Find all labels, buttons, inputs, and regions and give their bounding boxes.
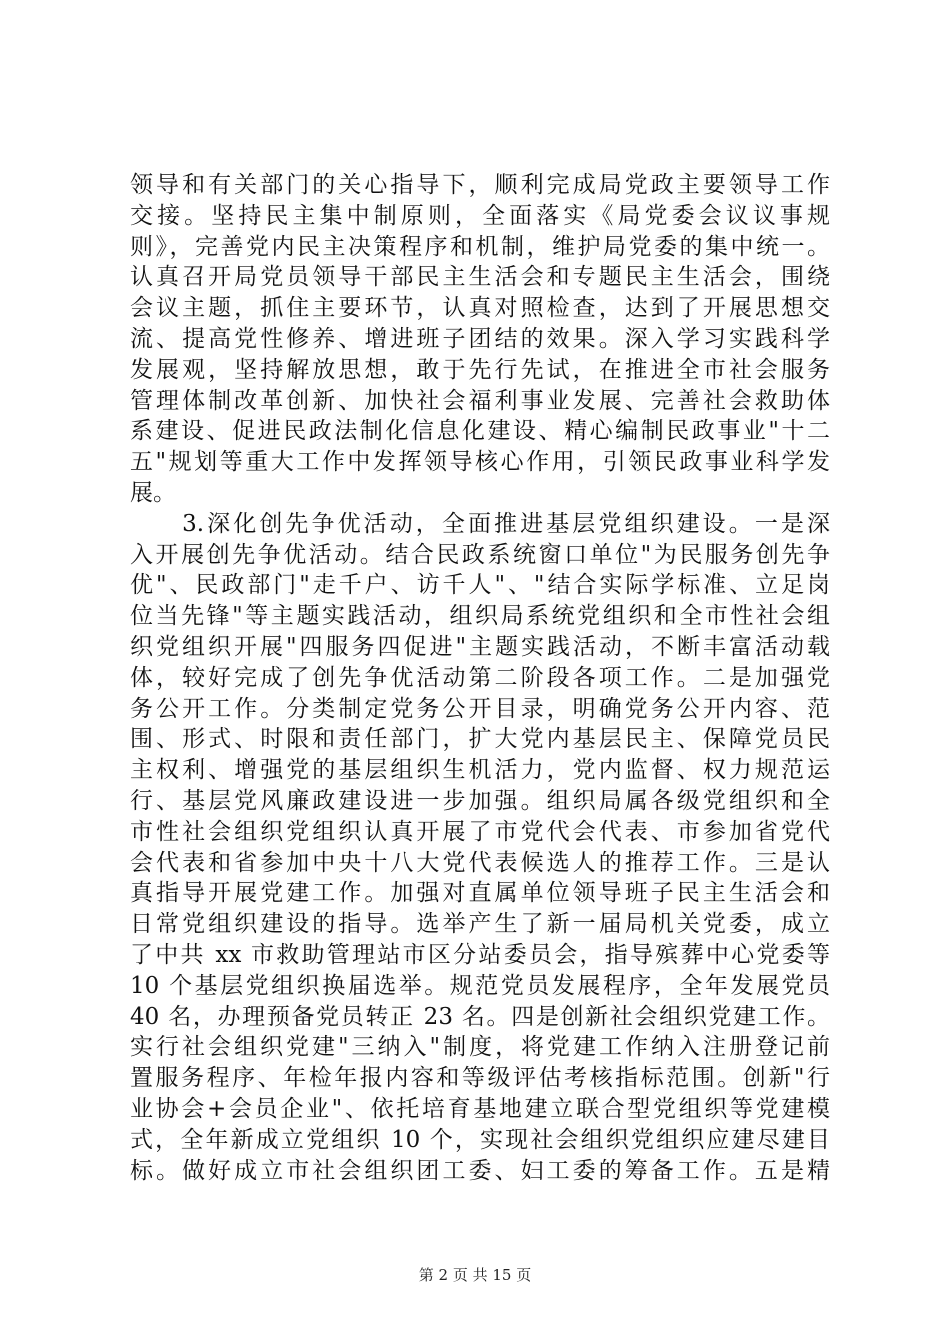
text-line: 了中共 xx 市救助管理站市区分站委员会，指导殡葬中心党委等 [130, 941, 830, 968]
text-line: 10 个基层党组织换届选举。规范党员发展程序，全年发展党员 [130, 972, 830, 999]
text-line: 围、形式、时限和责任部门，扩大党内基层民主、保障党员民 [130, 726, 830, 753]
text-line: 业协会+会员企业"、依托培育基地建立联合型党组织等党建模 [130, 1095, 830, 1122]
text-line: 认真召开局党员领导干部民主生活会和专题民主生活会，围绕 [130, 264, 830, 291]
text-line: 置服务程序、年检年报内容和等级评估考核指标范围。创新"行 [130, 1065, 830, 1092]
text-line: 则》，完善党内民主决策程序和机制，维护局党委的集中统一。 [130, 233, 830, 260]
text-line: 式，全年新成立党组织 10 个，实现社会组织党组织应建尽建目 [130, 1126, 830, 1153]
text-line: 真指导开展党建工作。加强对直属单位领导班子民主生活会和 [130, 880, 830, 907]
text-line: 优"、民政部门"走千户、访千人"、"结合实际学标准、立足岗 [130, 572, 830, 599]
text-line: 织党组织开展"四服务四促进"主题实践活动，不断丰富活动载 [130, 633, 830, 660]
text-line: 系建设、促进民政法制化信息化建设、精心编制民政事业"十二 [130, 418, 830, 445]
text-line: 入开展创先争优活动。结合民政系统窗口单位"为民服务创先争 [130, 541, 830, 568]
text-line: 领导和有关部门的关心指导下，顺利完成局党政主要领导工作 [130, 172, 830, 198]
text-line: 3.深化创先争优活动，全面推进基层党组织建设。一是深 [130, 510, 830, 537]
text-line: 交接。坚持民主集中制原则，全面落实《局党委会议议事规 [130, 202, 830, 229]
text-line: 体，较好完成了创先争优活动第二阶段各项工作。二是加强党 [130, 664, 830, 691]
text-line: 务公开工作。分类制定党务公开目录，明确党务公开内容、范 [130, 695, 830, 722]
text-line: 流、提高党性修养、增进班子团结的效果。深入学习实践科学 [130, 325, 830, 352]
document-body [130, 170, 830, 1186]
text-line: 主权利、增强党的基层组织生机活力，党内监督、权力规范运 [130, 757, 830, 784]
text-line: 五"规划等重大工作中发挥领导核心作用，引领民政事业科学发 [130, 449, 830, 476]
text-line: 行、基层党风廉政建设进一步加强。组织局属各级党组织和全 [130, 787, 830, 814]
text-line: 市性社会组织党组织认真开展了市党代会代表、市参加省党代 [130, 818, 830, 845]
text-line: 会议主题，抓住主要环节，认真对照检查，达到了开展思想交 [130, 295, 830, 322]
text-line: 展。 [130, 479, 176, 506]
text-line: 标。做好成立市社会组织团工委、妇工委的筹备工作。五是精 [130, 1157, 830, 1184]
text-line: 会代表和省参加中央十八大党代表候选人的推荐工作。三是认 [130, 849, 830, 876]
text-line: 40 名，办理预备党员转正 23 名。四是创新社会组织党建工作。 [130, 1003, 830, 1030]
text-line: 管理体制改革创新、加快社会福利事业发展、完善社会救助体 [130, 387, 830, 414]
text-line: 日常党组织建设的指导。选举产生了新一届局机关党委，成立 [130, 911, 830, 938]
text-line: 发展观，坚持解放思想，敢于先行先试，在推进全市社会服务 [130, 356, 830, 383]
text-line: 实行社会组织党建"三纳入"制度，将党建工作纳入注册登记前 [130, 1034, 830, 1061]
text-line: 位当先锋"等主题实践活动，组织局系统党组织和全市性社会组 [130, 603, 830, 630]
page-footer: 第 2 页 共 15 页 [418, 1266, 532, 1284]
